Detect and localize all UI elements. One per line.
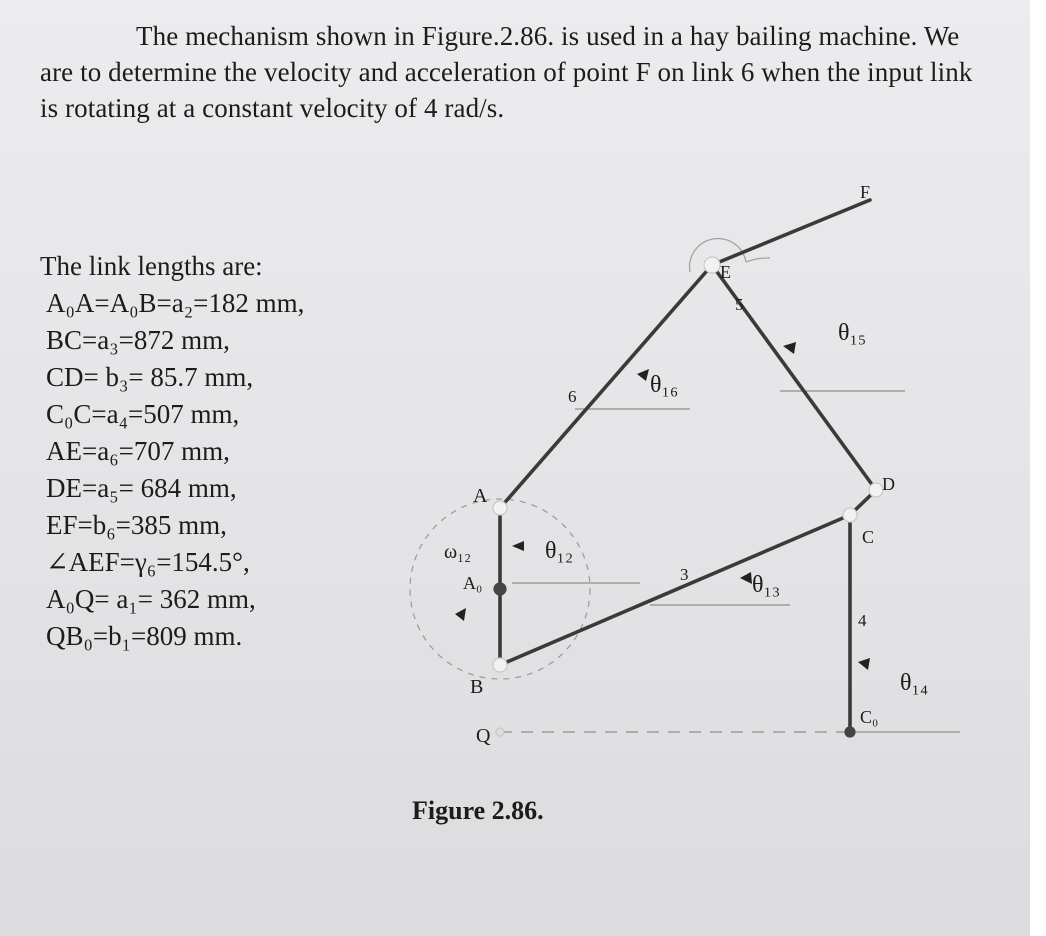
link-length-item: QB₀=b₁=809 mm.	[46, 621, 243, 651]
links	[500, 200, 879, 732]
joints	[493, 257, 883, 737]
label-omega12: ω₁₂	[444, 541, 472, 563]
label-c0: C₀	[860, 707, 879, 727]
joint-e	[704, 257, 720, 273]
angle-arc	[746, 258, 770, 262]
theta13-arrow-icon	[740, 572, 752, 584]
label-link-4: 4	[858, 611, 867, 630]
label-a: A	[473, 485, 488, 507]
theta16-arrow-icon	[637, 369, 649, 381]
theta15-arrow-icon	[783, 342, 796, 354]
link-length-item: BC=a₃=872 mm,	[46, 325, 230, 355]
joint-b	[493, 658, 507, 672]
link-length-item: AE=a₆=707 mm,	[46, 436, 230, 466]
figure-caption: Figure 2.86.	[412, 796, 544, 825]
link-length-item: DE=a₅= 684 mm,	[46, 473, 237, 503]
point-q	[496, 728, 504, 736]
link-6-extension-ef	[712, 200, 870, 265]
label-b: B	[470, 676, 484, 698]
label-f: F	[860, 182, 871, 202]
link-length-item: A₀A=A₀B=a₂=182 mm,	[46, 288, 305, 318]
link-length-item: EF=b₆=385 mm,	[46, 510, 227, 540]
label-e: E	[720, 262, 731, 282]
joint-c	[843, 508, 857, 522]
omega12-arrow-icon	[455, 608, 466, 621]
point-labels	[463, 182, 895, 747]
label-d: D	[882, 474, 895, 494]
label-link-3: 3	[680, 565, 689, 584]
link-length-item: A₀Q= a₁= 362 mm,	[46, 584, 256, 614]
joint-d	[869, 483, 883, 497]
label-theta13: θ₁₃	[752, 572, 781, 598]
link-6	[500, 265, 712, 508]
link-lengths-heading: The link lengths are:	[40, 251, 263, 281]
pivot-a0	[494, 583, 506, 595]
link-length-item: C₀C=a₄=507 mm,	[46, 399, 240, 429]
label-theta16: θ₁₆	[650, 372, 679, 398]
label-theta15: θ₁₅	[838, 320, 867, 346]
label-link-5: 5	[735, 295, 744, 314]
label-theta14: θ₁₄	[900, 670, 929, 696]
label-c: C	[862, 527, 875, 547]
label-link-6: 6	[568, 387, 577, 406]
label-theta12: θ₁₂	[545, 538, 574, 564]
problem-text: The mechanism shown in Figure.2.86. is used in a hay bailing machine. We are to determine the velocity and acceleration of point F on link 6 when the input link is rotating at a constant velocity of 4 rad/s.	[40, 21, 973, 123]
theta14-arrow-icon	[858, 658, 870, 670]
label-q: Q	[476, 725, 491, 747]
joint-a	[493, 501, 507, 515]
link-length-item: CD= b₃= 85.7 mm,	[46, 362, 254, 392]
label-a0: A₀	[463, 573, 483, 593]
pivot-c0	[845, 727, 855, 737]
link-number-labels	[568, 295, 867, 630]
link-length-item: ∠AEF=γ₆=154.5°,	[46, 547, 250, 577]
theta12-arrow-icon	[512, 541, 524, 551]
